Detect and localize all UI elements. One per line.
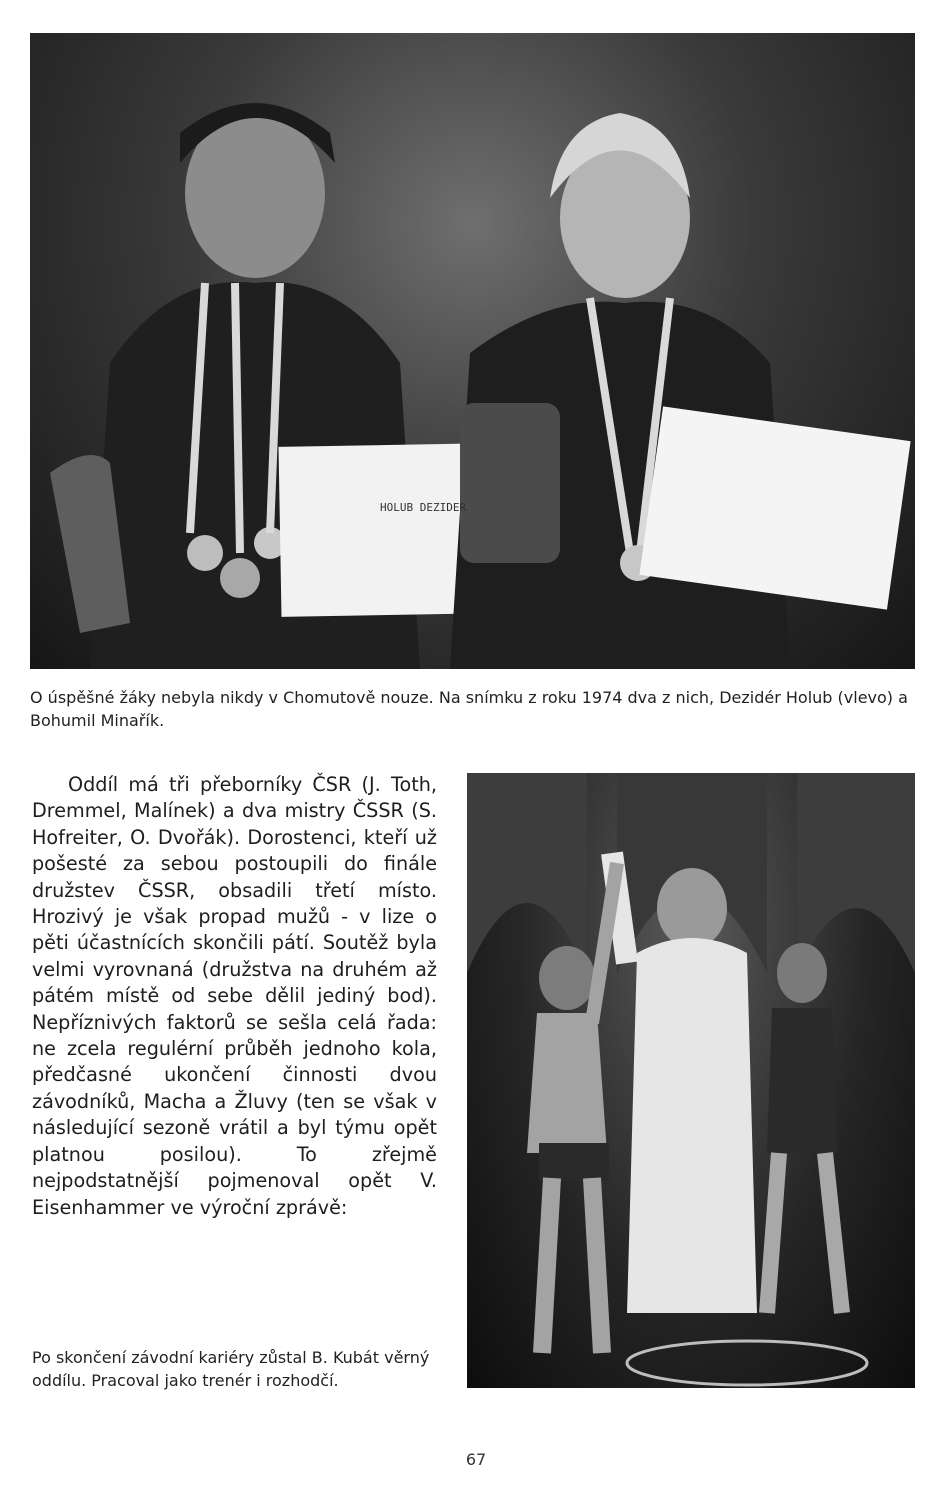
top-photo-caption: O úspěšné žáky nebyla nikdy v Chomutově nouze. Na snímku z roku 1974 dva z nich, Dezidér Holub (vlevo) a Bohumil Minařík. [30,688,908,730]
top-photo-illustration [30,33,915,669]
svg-text:HOLUB DEZIDER: HOLUB DEZIDER [380,501,467,514]
bottom-photo [467,773,915,1388]
article-body [32,772,437,1221]
body-paragraph: Oddíl má tři přeborníky ČSR (J. Toth, Dremmel, Malínek) a dva mistry ČSSR (S. Hofreiter, O. Dvořák). Dorostenci, kteří už pošesté za sebou postoupili do finále družstev ČSSR, obsadili třetí místo. Hrozivý je však propad mužů - v lize o pěti účastnících skončili pátí. Soutěž byla velmi vyrovnaná (družstva na druhém až pátém místě od sebe dělil jediný bod). Nepříznivých faktorů se sešla celá řada: ne zcela regulérní průběh jednoho kola, předčasné ukončení činnosti dvou závodníků, Macha a Žluvy (ten se však v následující sezoně vrátil a byl týmu opět platnou posilou). To zřejmě nejpodstatnější pojmenoval opět V. Eisenhammer ve výroční zprávě: [32,773,437,1219]
bottom-photo-caption: Po skončení závodní kariéry zůstal B. Kubát věrný oddílu. Pracoval jako trenér i rozhodčí. [32,1348,430,1390]
page-number: 67 [465,1450,487,1469]
top-photo [30,33,915,669]
bottom-photo-illustration [467,773,915,1388]
